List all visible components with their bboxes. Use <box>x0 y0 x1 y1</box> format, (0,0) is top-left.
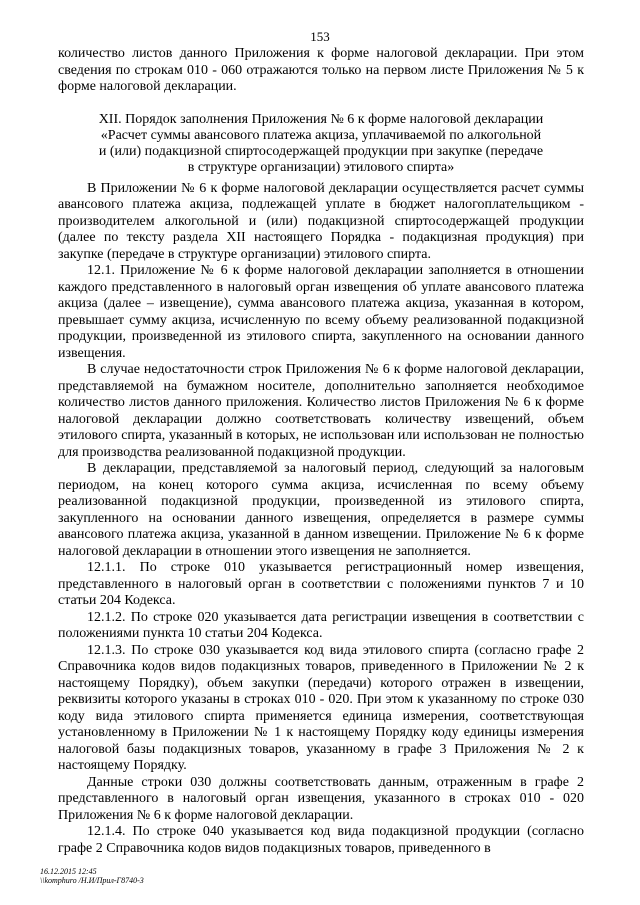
body-paragraph: 12.1.1. По строке 010 указывается регистрационный номер извещения, представленного в налоговый орган в соответствии с положениями пунктов 7 и 10 статьи 204 Кодекса. <box>58 560 584 608</box>
intro-paragraph: количество листов данного Приложения к форме налоговой декларации. При этом сведения по строкам 010 - 060 отражаются только на первом листе Приложения № 5 к форме налоговой декларации. <box>58 46 584 94</box>
section-heading-line: «Расчет суммы авансового платежа акциза, уплачиваемой по алкогольной <box>100 127 542 143</box>
section-heading-line: и (или) подакцизной спиртосодержащей продукции при закупке (передаче <box>98 143 544 159</box>
body-paragraph: 12.1.4. По строке 040 указывается код вида подакцизной продукции (согласно графе 2 Справочника кодов видов подакцизных товаров, приведенного в <box>58 824 584 856</box>
footer-file-path: \\komphuro /Н.И/Прил-Г8740-3 <box>40 876 144 885</box>
section-heading-line: XII. Порядок заполнения Приложения № 6 к форме налоговой декларации <box>98 111 544 127</box>
body-paragraph: 12.1. Приложение № 6 к форме налоговой декларации заполняется в отношении каждого представленного в налоговый орган извещения об уплате авансового платежа акциза (далее – извещение), сумма авансового платежа акциза, указанная в котором, превышает сумму акциза, исчисленную по всему объему реализованной подакцизной продукции, произведенной из этилового спирта, закупленного на основании данного извещения. <box>58 263 584 361</box>
body-paragraph: 12.1.3. По строке 030 указывается код вида этилового спирта (согласно графе 2 Справочника кодов видов подакцизных товаров, приведенного в Приложении № 2 к настоящему Порядку), объем закупки (передачи) которого отражен в извещении, реквизиты которого указаны в строках 010 - 020. При этом к указанному по строке 030 коду вида этилового спирта применяется единица измерения, соответствующая установленному в Приложении № 1 к настоящему Порядку коду единицы измерения налоговой базы подакцизных товаров, указанному в графе 3 Приложения № 2 к настоящему Порядку. <box>58 642 584 773</box>
document-footer <box>40 867 144 885</box>
body-paragraph: В случае недостаточности строк Приложения № 6 к форме налоговой декларации, представляемой на бумажном носителе, дополнительно заполняется необходимое количество листов данного приложения. Количество листов Приложения № 6 к форме налоговой декларации должно соответствовать количеству извещений, объем этилового спирта, указанный в которых, не использован или использован не полностью для производства реализованной подакцизной продукции. <box>58 362 584 460</box>
body-paragraph: В Приложении № 6 к форме налоговой декларации осуществляется расчет суммы авансового платежа акциза, подлежащей уплате в бюджет налогоплательщиком - производителем алкогольной и (или) подакцизной спиртосодержащей продукции (далее по тексту раздела XII настоящего Порядка - подакцизная продукция) при закупке (передаче в структуре организации) этилового спирта. <box>58 180 584 262</box>
page-number: 153 <box>310 29 330 44</box>
section-heading <box>58 112 584 176</box>
body-paragraph: Данные строки 030 должны соответствовать данным, отраженным в графе 2 представленного в налоговый орган извещения, указанного в строках 010 - 020 Приложения № 6 к форме налоговой декларации. <box>58 774 584 823</box>
section-heading-line: в структуре организации) этилового спирта» <box>187 159 455 175</box>
footer-timestamp: 16.12.2015 12:45 <box>40 867 97 876</box>
body-paragraph: 12.1.2. По строке 020 указывается дата регистрации извещения в соответствии с положениями пункта 10 статьи 204 Кодекса. <box>58 609 584 641</box>
document-body <box>58 46 584 857</box>
body-paragraph: В декларации, представляемой за налоговый период, следующий за налоговым периодом, на конец которого сумма акциза, исчисленная по всему объему реализованной подакцизной продукции, произведенной из этилового спирта, закупленного на основании данного извещения, определяется в размере суммы авансового платежа акциза, указанной в данном извещении. Приложение № 6 к форме налоговой декларации в отношении этого извещения не заполняется. <box>58 461 584 559</box>
